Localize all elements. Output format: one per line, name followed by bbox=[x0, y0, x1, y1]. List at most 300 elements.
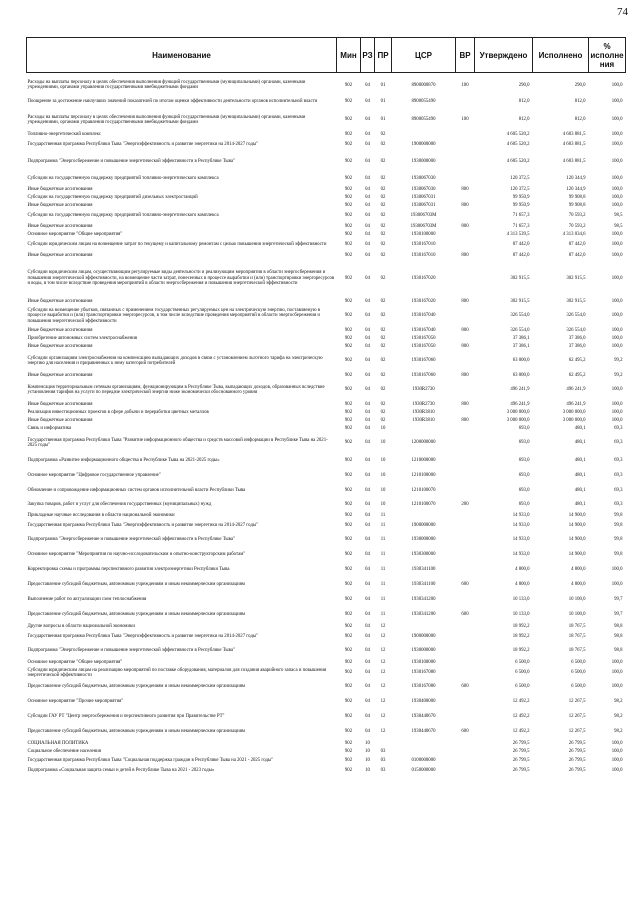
row-csr: 1930400000 bbox=[411, 699, 436, 705]
row-executed: 37 386,0 bbox=[568, 335, 586, 341]
row-rz: 04 bbox=[365, 194, 370, 200]
row-csr: 1930341200 bbox=[411, 597, 436, 603]
row-min: 902 bbox=[344, 327, 353, 333]
row-csr: 1930167060 bbox=[411, 358, 436, 364]
row-pr: 02 bbox=[380, 231, 386, 237]
row-pr: 02 bbox=[380, 131, 386, 137]
row-percent: 100,0 bbox=[611, 758, 623, 764]
row-csr: 1930341100 bbox=[411, 567, 436, 573]
row-pr: 12 bbox=[380, 729, 386, 735]
row-approved: 63 000,0 bbox=[512, 372, 530, 378]
row-name: СОЦИАЛЬНАЯ ПОЛИТИКА bbox=[27, 740, 89, 746]
row-pr: 02 bbox=[380, 252, 386, 258]
row-rz: 04 bbox=[365, 252, 370, 258]
header-min: Мин bbox=[337, 38, 361, 73]
table-row bbox=[27, 173, 626, 186]
row-approved: 99 950,9 bbox=[512, 202, 530, 208]
row-vr bbox=[456, 335, 475, 343]
row-pr: 11 bbox=[380, 512, 386, 518]
row-rz: 04 bbox=[365, 231, 370, 237]
row-vr bbox=[456, 695, 475, 710]
row-approved: 302 915,5 bbox=[510, 298, 530, 304]
row-name: Подпрограмма "Энергосбережение и повышение энергетической эффективности в Республике Тыва" bbox=[27, 648, 235, 654]
row-approved: 693,0 bbox=[518, 425, 530, 431]
row-name: Иные бюджетные ассигнования bbox=[27, 401, 93, 407]
row-pr: 12 bbox=[380, 684, 386, 690]
row-pr: 10 bbox=[380, 440, 386, 446]
row-percent: 98,5 bbox=[614, 223, 623, 229]
row-pr: 02 bbox=[380, 298, 386, 304]
row-name: Социальное обеспечение населения bbox=[27, 748, 101, 754]
row-approved: 290,0 bbox=[518, 82, 530, 88]
row-approved: 14 933,0 bbox=[512, 552, 530, 558]
row-executed: 4 800,0 bbox=[571, 582, 586, 588]
row-vr bbox=[456, 631, 475, 644]
row-rz: 04 bbox=[365, 623, 370, 629]
row-csr: 1930167010 bbox=[411, 242, 436, 248]
row-rz: 04 bbox=[365, 223, 370, 229]
row-pr: 02 bbox=[380, 313, 386, 319]
row-pr: 02 bbox=[380, 401, 386, 407]
row-csr: 1930167020 bbox=[411, 298, 436, 304]
row-executed: 496 241,9 bbox=[566, 387, 586, 393]
table-row bbox=[27, 252, 626, 260]
table-row bbox=[27, 298, 626, 306]
row-rz: 04 bbox=[365, 552, 370, 558]
table-row bbox=[27, 401, 626, 409]
row-vr bbox=[456, 131, 475, 139]
row-csr: 1210100070 bbox=[411, 502, 436, 508]
row-pr bbox=[375, 740, 392, 748]
row-percent: 100,0 bbox=[611, 387, 623, 393]
row-min: 902 bbox=[344, 159, 353, 165]
row-name: Предоставление субсидий бюджетным, автономным учреждениям и иным некоммерческим организациям bbox=[27, 729, 245, 735]
row-min: 902 bbox=[344, 648, 353, 654]
row-rz: 04 bbox=[365, 597, 370, 603]
row-pr: 02 bbox=[380, 194, 386, 200]
row-percent: 100,0 bbox=[611, 131, 623, 137]
row-rz: 04 bbox=[365, 327, 370, 333]
row-pr: 11 bbox=[380, 582, 386, 588]
row-pr: 02 bbox=[380, 327, 386, 333]
table-row bbox=[27, 520, 626, 533]
table-row bbox=[27, 231, 626, 239]
row-pr: 10 bbox=[380, 488, 386, 494]
row-approved: 18 992,2 bbox=[512, 648, 530, 654]
table-row bbox=[27, 380, 626, 401]
row-executed: 14 900,0 bbox=[568, 523, 586, 529]
row-min: 902 bbox=[344, 440, 353, 446]
row-min: 902 bbox=[344, 252, 353, 258]
table-row bbox=[27, 351, 626, 372]
row-min: 902 bbox=[344, 714, 353, 720]
row-approved: 26 799,5 bbox=[512, 740, 530, 746]
row-vr bbox=[456, 756, 475, 767]
row-executed: 14 900,0 bbox=[568, 552, 586, 558]
row-pr: 02 bbox=[380, 417, 386, 423]
row-csr: 1930067030 bbox=[411, 176, 436, 182]
row-approved: 26 799,5 bbox=[512, 758, 530, 764]
row-vr bbox=[456, 351, 475, 372]
table-row bbox=[27, 417, 626, 425]
table-row bbox=[27, 425, 626, 433]
row-percent: 100,0 bbox=[611, 98, 623, 104]
row-vr bbox=[456, 520, 475, 533]
row-pr: 03 bbox=[380, 767, 386, 773]
row-pr: 12 bbox=[380, 659, 386, 665]
row-min: 902 bbox=[344, 634, 353, 640]
table-row bbox=[27, 533, 626, 548]
row-min: 902 bbox=[344, 231, 353, 237]
row-executed: 326 554,0 bbox=[566, 327, 586, 333]
row-min: 902 bbox=[344, 425, 353, 431]
row-name: Государственная программа Республики Тыва "Развитие информационного общества и средств массовой информации в Республике Тыва на 2021-2025 годы" bbox=[27, 437, 328, 448]
row-min: 902 bbox=[344, 684, 353, 690]
table-row bbox=[27, 644, 626, 659]
row-vr: 100 bbox=[461, 117, 469, 123]
row-vr bbox=[456, 533, 475, 548]
row-pr: 12 bbox=[380, 623, 386, 629]
row-vr: 800 bbox=[461, 401, 469, 407]
row-name: Иные бюджетные ассигнования bbox=[27, 343, 93, 349]
row-percent: 100,0 bbox=[611, 298, 623, 304]
row-name: Приобретение автономных систем электроснабжения bbox=[27, 335, 137, 341]
row-name: Подпрограмма «Развитие информационного общества в Республике Тыва на 2021-2025 годы» bbox=[27, 458, 220, 464]
row-approved: 26 799,5 bbox=[512, 748, 530, 754]
row-min: 902 bbox=[344, 186, 353, 192]
row-min: 902 bbox=[344, 488, 353, 494]
row-pr: 01 bbox=[380, 117, 386, 123]
row-approved: 63 000,0 bbox=[512, 358, 530, 364]
row-percent: 100,0 bbox=[611, 176, 623, 182]
row-min: 902 bbox=[344, 343, 353, 349]
row-approved: 87 442,0 bbox=[512, 242, 530, 248]
row-approved: 693,0 bbox=[518, 488, 530, 494]
row-csr: 1930167080 bbox=[411, 670, 436, 676]
row-rz: 04 bbox=[365, 567, 370, 573]
row-executed: 62 495,2 bbox=[568, 372, 586, 378]
row-name: Связь и информатика bbox=[27, 425, 72, 431]
row-approved: 693,0 bbox=[518, 473, 530, 479]
row-percent: 100,0 bbox=[611, 335, 623, 341]
row-approved: 37 386,1 bbox=[512, 335, 530, 341]
row-min: 902 bbox=[344, 767, 353, 773]
row-min: 902 bbox=[344, 417, 353, 423]
table-row bbox=[27, 548, 626, 563]
row-name: Подпрограмма «Социальная защита семьи и детей в Республике Тыва на 2021 - 2023 годы» bbox=[27, 767, 215, 773]
row-csr: 1930R2730 bbox=[412, 387, 435, 393]
row-name: Корректировка схемы и программы перспективного развития электроэнергетики Республики Тыва bbox=[27, 567, 230, 573]
row-csr bbox=[392, 512, 456, 520]
row-name: Иные бюджетные ассигнования bbox=[27, 252, 93, 258]
row-approved: 12 492,2 bbox=[512, 714, 530, 720]
row-rz: 04 bbox=[365, 202, 370, 208]
row-name: Основное мероприятие "Общие мероприятия" bbox=[27, 231, 123, 237]
row-vr bbox=[456, 454, 475, 469]
row-min: 902 bbox=[344, 131, 353, 137]
table-row bbox=[27, 623, 626, 631]
row-rz: 04 bbox=[365, 729, 370, 735]
row-vr: 800 bbox=[461, 327, 469, 333]
row-executed: 62 495,2 bbox=[568, 358, 586, 364]
row-executed: 3 000 000,0 bbox=[562, 409, 586, 415]
row-percent: 99,8 bbox=[614, 537, 623, 543]
row-vr: 800 bbox=[461, 252, 469, 258]
row-csr: 1930300000 bbox=[411, 552, 436, 558]
row-vr bbox=[456, 260, 475, 298]
table-row bbox=[27, 563, 626, 578]
row-executed: 812,0 bbox=[574, 117, 586, 123]
row-rz: 10 bbox=[365, 748, 370, 754]
row-executed: 26 799,5 bbox=[568, 740, 586, 746]
row-min: 902 bbox=[344, 142, 353, 148]
row-executed: 99 908,8 bbox=[568, 202, 586, 208]
row-min: 902 bbox=[344, 670, 353, 676]
table-row bbox=[27, 186, 626, 194]
row-name: Расходы на выплаты персоналу в целях обеспечения выполнения функций государственными (муниципальными) органами, казенными учреждениями, органами управления государственными внебюджетными фондами bbox=[27, 114, 306, 125]
row-vr bbox=[456, 748, 475, 756]
row-min: 902 bbox=[344, 612, 353, 618]
header-executed: Исполнено bbox=[533, 38, 589, 73]
table-row bbox=[27, 223, 626, 231]
row-percent: 98,5 bbox=[614, 213, 623, 219]
row-min: 902 bbox=[344, 552, 353, 558]
row-rz: 04 bbox=[365, 242, 370, 248]
table-row bbox=[27, 306, 626, 327]
row-csr: 1930167050 bbox=[411, 335, 436, 341]
row-csr: 1930167060 bbox=[411, 372, 436, 378]
row-approved: 87 442,0 bbox=[512, 252, 530, 258]
row-vr bbox=[456, 659, 475, 667]
row-min: 902 bbox=[344, 458, 353, 464]
row-pr: 03 bbox=[380, 758, 386, 764]
row-min: 902 bbox=[344, 401, 353, 407]
row-min: 902 bbox=[344, 582, 353, 588]
row-csr bbox=[392, 740, 456, 748]
row-vr bbox=[456, 210, 475, 223]
row-min: 902 bbox=[344, 213, 353, 219]
row-percent: 98,2 bbox=[614, 699, 623, 705]
row-executed: 480,1 bbox=[574, 488, 586, 494]
row-min: 902 bbox=[344, 372, 353, 378]
row-vr bbox=[456, 239, 475, 252]
row-executed: 812,0 bbox=[574, 98, 586, 104]
row-percent: 100,0 bbox=[611, 684, 623, 690]
row-csr: 1900000000 bbox=[411, 523, 436, 529]
row-pr: 11 bbox=[380, 552, 386, 558]
row-csr: 1930100000 bbox=[411, 659, 436, 665]
row-percent: 99,8 bbox=[614, 512, 623, 518]
row-executed: 70 593,2 bbox=[568, 213, 586, 219]
row-executed: 18 767,5 bbox=[568, 623, 586, 629]
row-vr bbox=[456, 433, 475, 454]
row-percent: 69,3 bbox=[614, 473, 623, 479]
row-approved: 693,0 bbox=[518, 458, 530, 464]
table-row bbox=[27, 152, 626, 173]
row-approved: 14 933,0 bbox=[512, 512, 530, 518]
table-row bbox=[27, 756, 626, 767]
row-rz: 04 bbox=[365, 335, 370, 341]
row-executed: 302 915,5 bbox=[566, 298, 586, 304]
row-approved: 4 800,0 bbox=[515, 567, 530, 573]
row-csr: 1930067030 bbox=[411, 186, 436, 192]
row-csr: 1930167040 bbox=[411, 313, 436, 319]
row-vr: 100 bbox=[461, 82, 469, 88]
row-csr bbox=[392, 425, 456, 433]
row-percent: 100,0 bbox=[611, 117, 623, 123]
row-min: 902 bbox=[344, 117, 353, 123]
row-vr bbox=[456, 593, 475, 608]
table-row bbox=[27, 343, 626, 351]
row-percent: 99,2 bbox=[614, 372, 623, 378]
row-vr bbox=[456, 231, 475, 239]
row-rz: 04 bbox=[365, 502, 370, 508]
row-name: Субсидии ГАУ РТ "Центр энергосбережения и перспективного развития при Правительстве РТ" bbox=[27, 714, 225, 720]
row-name: Иные бюджетные ассигнования bbox=[27, 327, 93, 333]
row-rz: 04 bbox=[365, 298, 370, 304]
row-approved: 326 554,0 bbox=[510, 327, 530, 333]
row-executed: 120 344,9 bbox=[566, 186, 586, 192]
row-name: Основное мероприятие "Общие мероприятия" bbox=[27, 659, 123, 665]
row-min: 902 bbox=[344, 567, 353, 573]
row-vr bbox=[456, 740, 475, 748]
row-csr: 0100000000 bbox=[411, 758, 436, 764]
row-pr: 02 bbox=[380, 372, 386, 378]
table-row bbox=[27, 667, 626, 680]
row-name: Основное мероприятие "Цифровое государственное управление" bbox=[27, 473, 161, 479]
row-vr bbox=[456, 710, 475, 725]
row-name: Государственная программа Республики Тыва "Энергоэффективность и развитие энергетики на 2014-2027 годы" bbox=[27, 142, 259, 148]
row-vr bbox=[456, 623, 475, 631]
row-vr bbox=[456, 306, 475, 327]
row-pr: 01 bbox=[380, 98, 386, 104]
row-rz: 04 bbox=[365, 440, 370, 446]
row-name: Субсидии на государственную поддержку предприятий топливно-энергетического комплекса bbox=[27, 213, 219, 219]
row-csr: 1200000000 bbox=[411, 440, 436, 446]
table-row bbox=[27, 202, 626, 210]
row-percent: 98,8 bbox=[614, 634, 623, 640]
row-vr: 800 bbox=[461, 298, 469, 304]
row-pr: 03 bbox=[380, 748, 386, 754]
row-pr: 12 bbox=[380, 670, 386, 676]
row-executed: 10 100,0 bbox=[568, 612, 586, 618]
row-pr: 11 bbox=[380, 597, 386, 603]
row-rz: 04 bbox=[365, 98, 370, 104]
row-vr: 800 bbox=[461, 202, 469, 208]
row-rz: 04 bbox=[365, 714, 370, 720]
row-csr bbox=[392, 623, 456, 631]
row-approved: 302 915,5 bbox=[510, 275, 530, 281]
row-percent: 98,8 bbox=[614, 648, 623, 654]
table-row bbox=[27, 131, 626, 139]
row-name: Иные бюджетные ассигнования bbox=[27, 417, 93, 423]
row-percent: 100,0 bbox=[611, 202, 623, 208]
row-csr: 1930440670 bbox=[411, 714, 436, 720]
row-vr bbox=[456, 380, 475, 401]
row-rz: 04 bbox=[365, 659, 370, 665]
row-approved: 12 492,2 bbox=[512, 729, 530, 735]
row-csr: 193006703М bbox=[410, 223, 437, 229]
row-vr bbox=[456, 139, 475, 152]
table-row bbox=[27, 499, 626, 512]
header-csr: ЦСР bbox=[392, 38, 456, 73]
row-executed: 302 915,5 bbox=[566, 275, 586, 281]
row-approved: 693,0 bbox=[518, 440, 530, 446]
row-rz: 04 bbox=[365, 670, 370, 676]
row-csr bbox=[392, 131, 456, 139]
row-name: Основное мероприятие "Прочие мероприятия" bbox=[27, 699, 124, 705]
row-min: 902 bbox=[344, 335, 353, 341]
row-csr: 1930067031 bbox=[411, 202, 436, 208]
row-rz: 04 bbox=[365, 387, 370, 393]
table-row bbox=[27, 194, 626, 202]
row-csr: 1930167040 bbox=[411, 327, 436, 333]
row-executed: 12 267,5 bbox=[568, 729, 586, 735]
row-executed: 6 500,0 bbox=[571, 659, 586, 665]
row-min: 902 bbox=[344, 729, 353, 735]
row-approved: 99 950,9 bbox=[512, 194, 530, 200]
row-vr: 800 bbox=[461, 417, 469, 423]
row-rz: 04 bbox=[365, 473, 370, 479]
row-approved: 812,0 bbox=[518, 117, 530, 123]
row-csr: 1930067031 bbox=[411, 194, 436, 200]
budget-table bbox=[26, 37, 626, 775]
row-executed: 12 267,5 bbox=[568, 699, 586, 705]
row-approved: 6 500,0 bbox=[515, 659, 530, 665]
row-pr: 02 bbox=[380, 186, 386, 192]
table-row bbox=[27, 659, 626, 667]
row-executed: 480,1 bbox=[574, 425, 586, 431]
table-row bbox=[27, 631, 626, 644]
row-csr: 1930440670 bbox=[411, 729, 436, 735]
row-pr: 11 bbox=[380, 567, 386, 573]
table-row bbox=[27, 608, 626, 623]
row-rz: 04 bbox=[365, 612, 370, 618]
row-executed: 120 344,9 bbox=[566, 176, 586, 182]
row-approved: 4 313 539,5 bbox=[506, 231, 530, 237]
row-min: 902 bbox=[344, 194, 353, 200]
row-executed: 4 603 881,5 bbox=[562, 131, 586, 137]
row-percent: 99,8 bbox=[614, 523, 623, 529]
row-vr: 200 bbox=[461, 502, 469, 508]
row-name: Расходы на выплаты персоналу в целях обеспечения выполнения функций государственными (муниципальными) органами, казенными учреждениями, органами управления государственными внебюджетными фондами bbox=[27, 79, 306, 91]
row-rz: 04 bbox=[365, 159, 370, 165]
row-vr: 800 bbox=[461, 343, 469, 349]
row-rz: 04 bbox=[365, 372, 370, 378]
row-name: Реализация инвестиционных проектов в сфере добычи и переработки цветных металлов bbox=[27, 409, 209, 415]
row-approved: 3 000 000,0 bbox=[506, 409, 530, 415]
table-row bbox=[27, 695, 626, 710]
row-percent: 100,0 bbox=[611, 748, 623, 754]
row-min: 902 bbox=[344, 313, 353, 319]
row-name: Предоставление субсидий бюджетным, автономным учреждениям и иным некоммерческим организациям bbox=[27, 582, 245, 588]
row-name: Закупка товаров, работ и услуг для обеспечения государственных (муниципальных) нужд bbox=[27, 502, 212, 508]
row-rz: 04 bbox=[365, 699, 370, 705]
row-percent: 100,0 bbox=[611, 767, 623, 773]
row-percent: 100,0 bbox=[611, 231, 623, 237]
row-vr bbox=[456, 469, 475, 484]
row-approved: 4 800,0 bbox=[515, 582, 530, 588]
row-vr: 800 bbox=[461, 186, 469, 192]
row-name: Поощрение за достижение наилучших значений показателей по итогам оценки эффективности деятельности органов исполнительной власти bbox=[27, 98, 318, 104]
row-executed: 26 799,5 bbox=[568, 748, 586, 754]
row-executed: 480,1 bbox=[574, 473, 586, 479]
row-csr: 1210100000 bbox=[411, 473, 436, 479]
page-number: 74 bbox=[617, 6, 628, 18]
header-percent: % исполне ния bbox=[589, 38, 626, 73]
header-vr: ВР bbox=[456, 38, 475, 73]
row-approved: 693,0 bbox=[518, 502, 530, 508]
